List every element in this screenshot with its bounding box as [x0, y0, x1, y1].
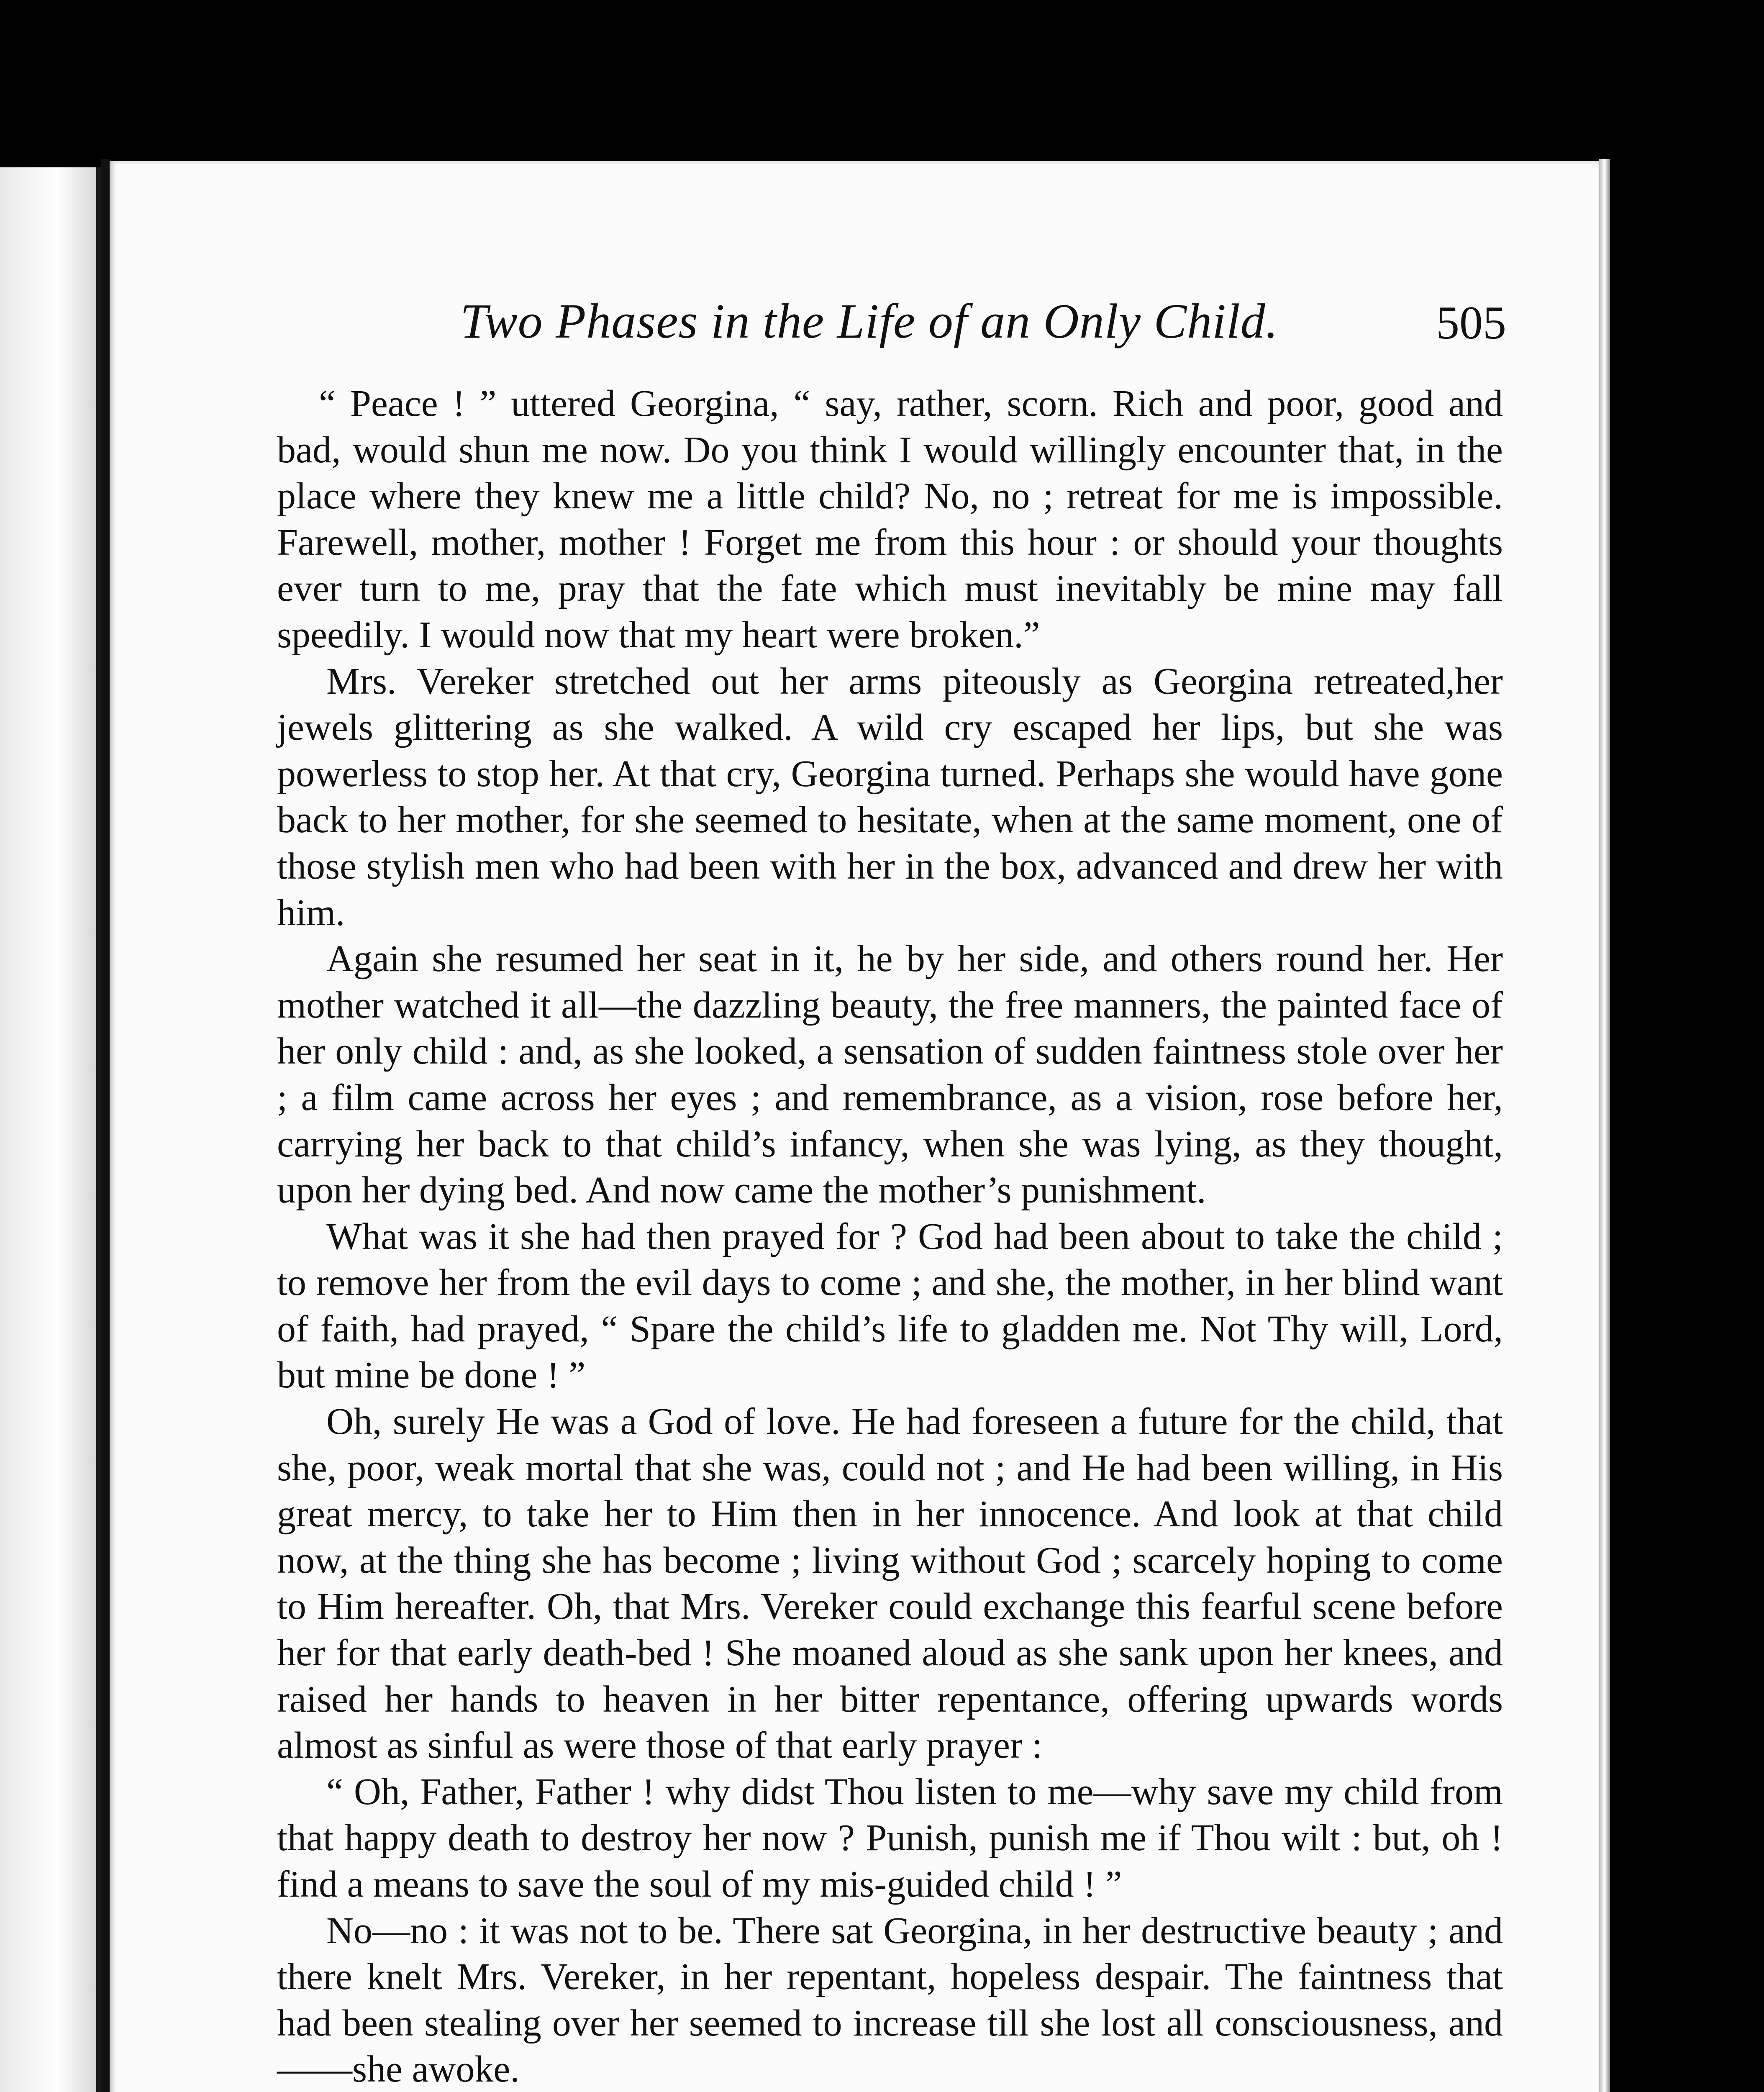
page-number: 505	[1436, 297, 1506, 349]
running-title: Two Phases in the Life of an Only Child.	[460, 294, 1279, 349]
facing-page-edge	[0, 167, 101, 2092]
paragraph: “ Oh, Father, Father ! why didst Thou listen to me—why save my child from that happy death to destroy her now ? Punish, punish me if Thou wilt : but, oh ! find a means to save the soul of my mis-guided child ! ”	[277, 1771, 1503, 1905]
paragraph: Mrs. Vereker stretched out her arms piteously as Georgina retreated,her jewels glittering as she walked. A wild cry escaped her lips, but she was powerless to stop her. At that cry, Georgina turned. Perhaps she would have gone back to her mother, for she seemed to hesitate, when at the same moment, one of those stylish men who had been with her in the box, advanced and drew her with him.	[277, 660, 1503, 933]
paragraph: “ Peace ! ” uttered Georgina, “ say, rather, scorn. Rich and poor, good and bad, would shun me now. Do you think I would willingly encounter that, in the place where they knew me a little child? No, no ; retreat for me is impossible. Farewell, mother, mother ! Forget me from this hour : or should your thoughts ever turn to me, pray that the fate which must inevitably be mine may fall speedily. I would now that my heart were broken.”	[277, 383, 1503, 656]
body-text	[277, 381, 1503, 2092]
paragraph: What was it she had then prayed for ? God had been about to take the child ; to remove her from the evil days to come ; and she, the mother, in her blind want of faith, had prayed, “ Spare the child’s life to gladden me. Not Thy will, Lord, but mine be done ! ”	[277, 1215, 1503, 1396]
page-edge	[1599, 159, 1610, 2092]
paragraph: Again she resumed her seat in it, he by her side, and others round her. Her mother watched it all—the dazzling beauty, the free manners, the painted face of her only child : and, as she looked, a sensation of sudden faintness stole over her ; a film came across her eyes ; and remembrance, as a vision, rose before her, carrying her back to that child’s infancy, when she was lying, as they thought, upon her dying bed. And now came the mother’s punishment.	[277, 938, 1503, 1211]
running-head	[167, 293, 1506, 360]
book-gutter	[101, 159, 110, 2092]
paragraph: Oh, surely He was a God of love. He had foreseen a future for the child, that she, poor, weak mortal that she was, could not ; and He had been willing, in His great mercy, to take her to Him then in her innocence. And look at that child now, at the thing she has become ; living without God ; scarcely hoping to come to Him hereafter. Oh, that Mrs. Vereker could exchange this fearful scene before her for that early death-bed ! She moaned aloud as she sank upon her knees, and raised her hands to heaven in her bitter repentance, offering upwards words almost as sinful as were those of that early prayer :	[277, 1401, 1503, 1766]
paragraph: No—no : it was not to be. There sat Georgina, in her destructive beauty ; and there knelt Mrs. Vereker, in her repentant, hopeless despair. The faintness that had been stealing over her seemed to increase till she lost all consciousness, and——she awoke.	[277, 1910, 1503, 2090]
